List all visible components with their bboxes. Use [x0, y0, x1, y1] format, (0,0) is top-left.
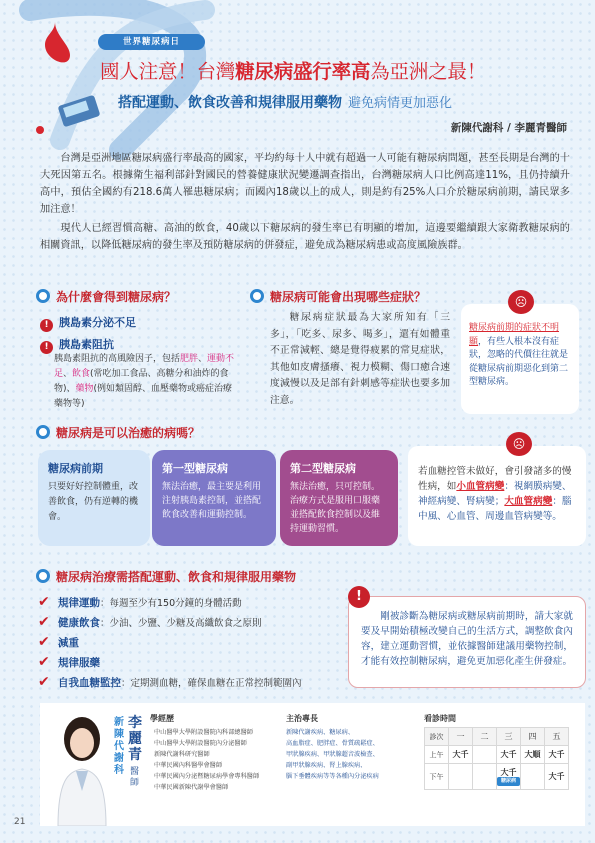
- exclamation-icon: !: [348, 586, 370, 608]
- treatment-heading: 糖尿病治療需搭配運動、飲食和規律服用藥物: [36, 568, 296, 585]
- prediabetes-warning-card: 糖尿病前期的症狀不明顯，有些人根本沒有症狀，忽略的代價往往就是從糖尿病前期惡化到第二型糖尿病。: [461, 304, 579, 414]
- education-item: 新陳代謝科研究醫師: [154, 751, 210, 758]
- education-item: 中華民國新陳代謝學會醫師: [154, 784, 229, 791]
- treatment-item: ✔ 健康飲食：少油、少鹽、少糖及高纖飲食之原則: [38, 614, 262, 630]
- check-icon: ✔: [38, 614, 50, 630]
- education-heading: 學經歷: [150, 714, 174, 723]
- page-number: 21: [14, 817, 26, 827]
- warning-person-icon: ☹: [506, 432, 532, 456]
- prediabetes-box: [38, 450, 150, 546]
- specialty-item: 甲狀腺疾病、甲狀腺超音波檢查、: [286, 751, 379, 758]
- author-line: 新陳代謝科 / 李麗青醫師: [450, 122, 567, 134]
- type2-box-body: 無法治癒，只可控制。治療方式是服用口服藥並搭配飲食控制以及維持運動習慣。: [290, 482, 381, 534]
- education-item: 中華民國內分泌暨糖尿病學會專科醫師: [154, 773, 260, 780]
- specialty-heading: 主治專長: [286, 714, 318, 723]
- exclamation-icon: !: [40, 341, 53, 354]
- specialty-item: 新陳代謝疾病、糖尿病、: [286, 729, 355, 736]
- type1-box-body: 無法治癒，最主要是利用注射胰島素控制，並搭配飲食改善和運動控制。: [162, 482, 262, 520]
- education-item: 中山醫學大學附設醫院內分泌醫師: [154, 740, 247, 747]
- prediabetes-box-title: 糖尿病前期: [48, 462, 103, 475]
- schedule-am-row: 上午 大千 大千 大順 大千: [425, 746, 569, 764]
- education-list: [154, 727, 259, 793]
- intro-paragraph-2: 現代人已經習慣高糖、高油的飲食，40歲以下糖尿病的發生率已有明顯的增加，這邊要繼續跟大家衛教糖尿病的相關資訊，以降低糖尿病的發生率及預防糖尿病的併發症，避免成為糖尿病患或高度風險族群。: [40, 223, 570, 251]
- warning-person-icon: ☹: [508, 290, 534, 314]
- schedule-pm-wed: 大千 糖尿病: [497, 764, 521, 790]
- treatment-item: ✔ 規律服藥: [38, 654, 100, 670]
- education-item: 中華民國內科醫學會醫師: [154, 762, 223, 769]
- check-icon: ✔: [38, 654, 50, 670]
- bullet-ring-icon: [250, 289, 264, 303]
- type2-box-title: 第二型糖尿病: [290, 462, 356, 475]
- event-tag: 世界糖尿病日: [98, 34, 205, 50]
- doctor-photo: [54, 711, 110, 826]
- curable-heading: 糖尿病是可以治癒的病嗎？: [36, 424, 200, 441]
- specialty-list: [286, 727, 379, 782]
- specialty-item: 高血脂症、肥胖症、骨質疏鬆症、: [286, 740, 379, 747]
- bullet-ring-icon: [36, 425, 50, 439]
- cause-item-2: ! 胰島素阻抗: [40, 336, 114, 354]
- treatment-item: ✔ 自我血糖監控：定期測血糖，確保血糖在正常控制範圍內: [38, 674, 302, 690]
- treatment-note-card: 剛被診斷為糖尿病或糖尿病前期時，請大家就要及早開始積極改變自己的生活方式，調整飲食內容，建立運動習慣，並依據醫師建議用藥物控制，才能有效控制糖尿病，避免更加惡化產生併發症。: [348, 596, 586, 688]
- clinic-hours-heading: 看診時間: [424, 714, 456, 723]
- complications-card: 若血糖控管未做好，會引發諸多的慢性病，如小血管病變：視網膜病變、神經病變、腎病變；大血管病變：腦中風、心血管、周邊血管病變等。: [408, 446, 586, 546]
- causes-heading: 為什麼會得到糖尿病？: [36, 288, 176, 305]
- education-item: 中山醫學大學附設醫院內科部總醫師: [154, 729, 253, 736]
- type2-box: [280, 450, 398, 546]
- doctor-name: 李麗青: [128, 715, 142, 763]
- clinic-schedule-table: [424, 727, 569, 790]
- intro-paragraph-1: 台灣是亞洲地區糖尿病盛行率最高的國家，平均約每十人中就有超過一人可能有糖尿病問題，甚至長期是台灣的十大死因第五名。根據衛生福利部針對國民的營養健康狀況變遷調查指出，台灣糖尿病人口比例高達11%，且仍持續升高中，預估全國約有218.6萬人罹患糖尿病；而國內18歲以上的成人，則是約有25%人口介於糖尿病前期，請民眾多加注意！: [40, 153, 570, 215]
- symptoms-heading: 糖尿病可能會出現哪些症狀？: [250, 288, 426, 305]
- schedule-pm-row: 下午 大千 糖尿病 大千: [425, 764, 569, 790]
- symptoms-body: 糖尿病症狀最為大家所知有「三多」，「吃多、尿多、喝多」，還有如體重不正常減輕、總是覺得疲累的常見症狀，其他如皮膚搔癢、視力模糊、傷口癒合速度減慢以及足部有針刺感等症狀也要多加注意。: [270, 312, 450, 406]
- specialty-item: 腦下垂體疾病等等各種內分泌疾病: [286, 773, 379, 780]
- check-icon: ✔: [38, 594, 50, 610]
- check-icon: ✔: [38, 634, 50, 650]
- exclamation-icon: !: [40, 319, 53, 332]
- treatment-list: [38, 594, 302, 694]
- bullet-ring-icon: [36, 289, 50, 303]
- page-subtitle: 搭配運動、飲食改善和規律服用藥物 避免病情更加惡化: [118, 95, 453, 111]
- cause-detail: 胰島素阻抗的高風險因子，包括肥胖、運動不足、飲食(常吃加工食品、高糖分和油炸的食物)、藥物(例如類固醇、血壓藥物或癌症治療藥物等): [54, 354, 235, 409]
- check-icon: ✔: [38, 674, 50, 690]
- specialty-item: 副甲狀腺疾病、腎上腺疾病、: [286, 762, 367, 769]
- doctor-card: [40, 703, 585, 826]
- cause-item-1: ! 胰島素分泌不足: [40, 314, 136, 332]
- treatment-item: ✔ 規律運動：每週至少有150分鐘的身體活動: [38, 594, 242, 610]
- prediabetes-box-body: 只要好好控制體重，改善飲食，仍有逆轉的機會。: [48, 482, 139, 522]
- type1-box-title: 第一型糖尿病: [162, 462, 228, 475]
- doctor-title: 醫師: [130, 767, 140, 788]
- bullet-ring-icon: [36, 569, 50, 583]
- schedule-header-row: 診次 一 二 三 四 五: [425, 728, 569, 746]
- type1-box: [152, 450, 276, 546]
- page-title: 國人注意！台灣糖尿病盛行率高為亞洲之最！: [100, 60, 487, 83]
- doctor-dept: 新陳代謝科: [114, 717, 124, 776]
- treatment-item: ✔ 減重: [38, 634, 79, 650]
- diabetes-clinic-badge: 糖尿病: [497, 777, 520, 786]
